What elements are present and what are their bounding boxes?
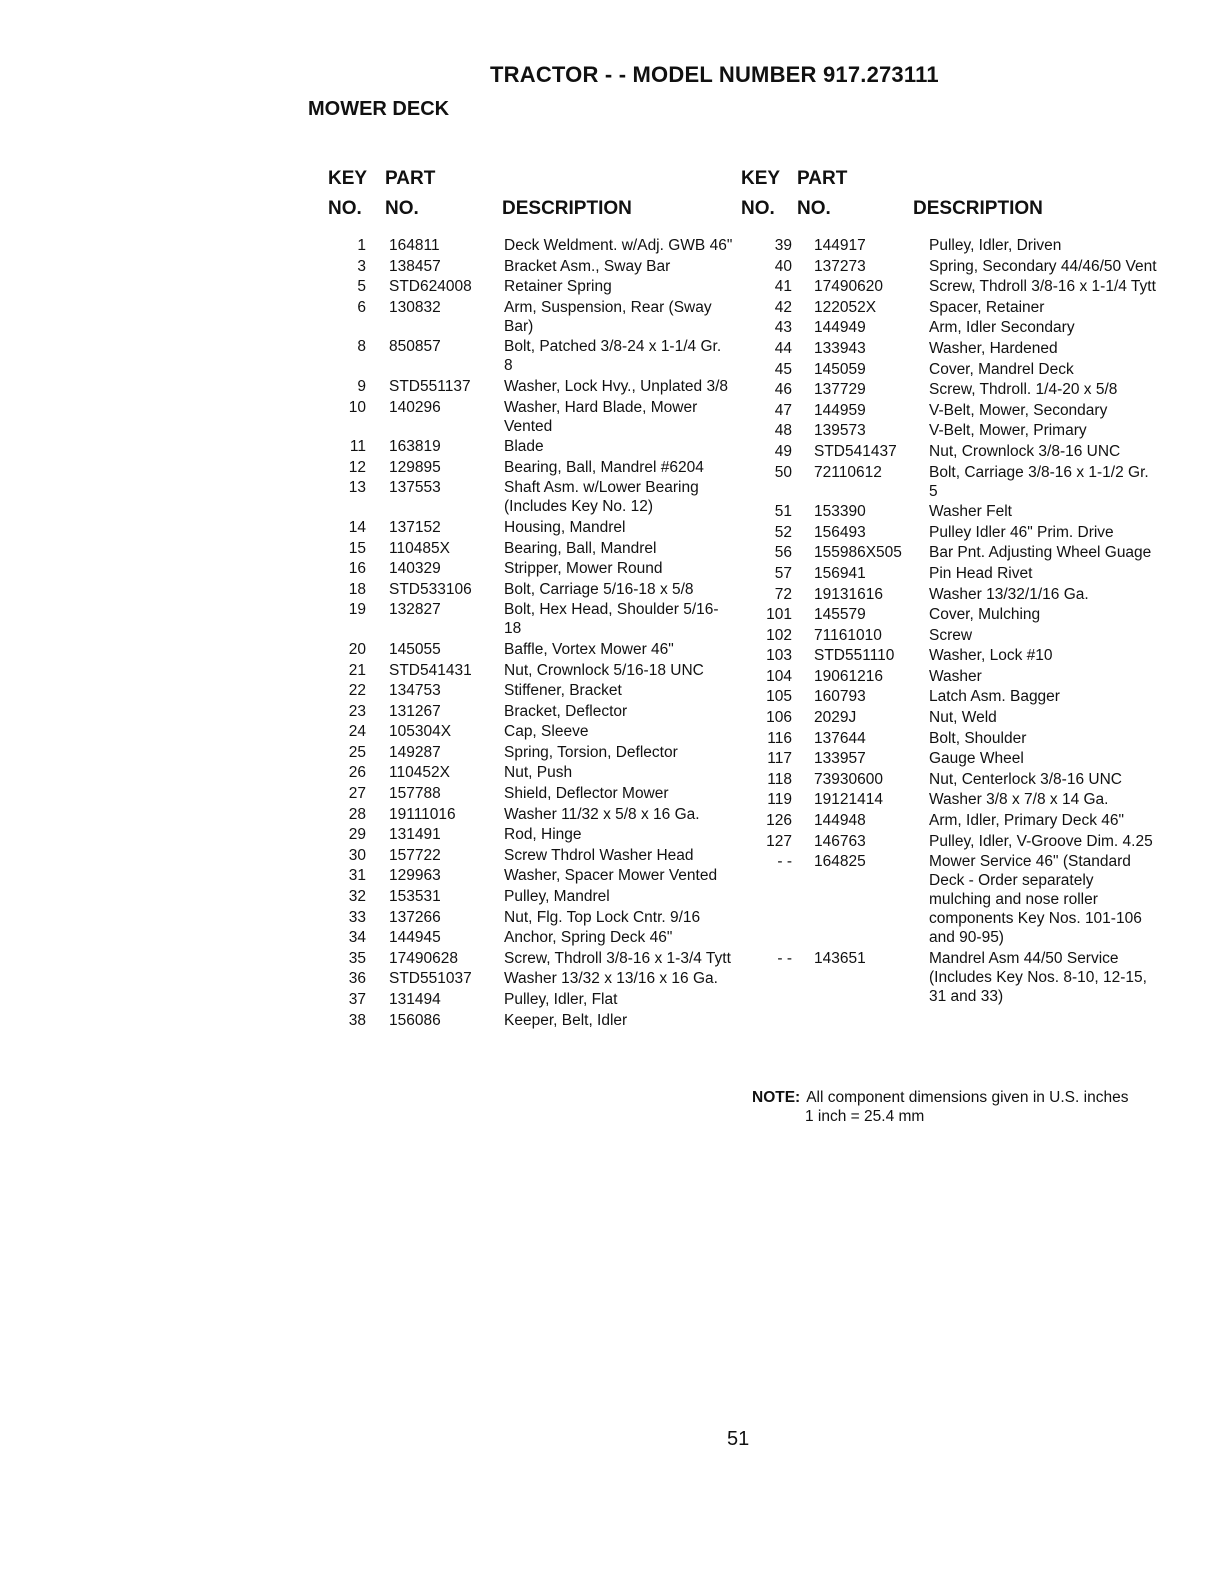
part-number: 131267 <box>389 702 441 720</box>
part-number: 19111016 <box>389 805 456 823</box>
key-number: 29 <box>348 826 366 844</box>
key-number: 50 <box>774 463 792 481</box>
description: Nut, Crownlock 3/8-16 UNC <box>929 442 1121 460</box>
table-row <box>328 949 738 968</box>
part-number: 133957 <box>814 750 866 768</box>
key-number: 19 <box>348 601 366 619</box>
table-row <box>328 277 738 296</box>
key-number: 36 <box>348 970 366 988</box>
key-number: 127 <box>766 832 792 850</box>
table-row <box>328 458 738 477</box>
part-number: 164825 <box>814 853 866 871</box>
part-number: 144948 <box>814 812 866 830</box>
part-number: 110485X <box>389 539 450 557</box>
table-row <box>328 437 738 456</box>
part-number: 149287 <box>389 743 441 761</box>
note-line1: All component dimensions given in U.S. inches <box>806 1089 1129 1106</box>
description: Bearing, Ball, Mandrel #6204 <box>504 458 704 476</box>
table-row <box>328 559 738 578</box>
description: Washer, Lock #10 <box>929 647 1053 665</box>
part-number: 137152 <box>389 518 441 536</box>
description: Bolt, Hex Head, Shoulder 5/16-18 <box>504 601 719 638</box>
key-number: 24 <box>348 723 366 741</box>
description: Stripper, Mower Round <box>504 560 663 578</box>
table-row <box>328 337 738 375</box>
description: Screw <box>929 626 973 644</box>
table-row <box>741 770 1161 789</box>
description: Arm, Idler, Primary Deck 46" <box>929 812 1124 830</box>
table-header <box>741 168 1161 236</box>
key-number: 116 <box>767 729 792 747</box>
description: Washer 11/32 x 5/8 x 16 Ga. <box>504 805 700 823</box>
section-title: MOWER DECK <box>308 98 450 120</box>
key-number: 35 <box>348 949 366 967</box>
description: Deck Weldment. w/Adj. GWB 46" <box>504 237 733 254</box>
parts-list-right <box>741 236 1161 1006</box>
key-number: 15 <box>348 539 366 557</box>
part-number: STD533106 <box>389 580 472 598</box>
description: Nut, Flg. Top Lock Cntr. 9/16 <box>504 908 701 926</box>
key-number: 39 <box>774 237 792 254</box>
part-number: 17490620 <box>814 278 883 296</box>
part-number: 145579 <box>814 606 866 624</box>
description: Screw, Thdroll 3/8-16 x 1-1/4 Tytt <box>929 278 1156 296</box>
part-number: 139573 <box>814 422 866 440</box>
key-number: 5 <box>357 278 366 296</box>
description: Pulley, Idler, Flat <box>504 991 618 1008</box>
key-number: 23 <box>348 702 366 720</box>
table-row <box>741 277 1161 296</box>
description: Bracket, Deflector <box>504 702 628 720</box>
table-row <box>741 852 1161 947</box>
part-number: 140296 <box>389 398 441 416</box>
description: Spring, Secondary 44/46/50 Vent <box>929 257 1157 275</box>
table-row <box>328 990 738 1009</box>
description: Shaft Asm. w/Lower Bearing (Includes Key No. 12) <box>504 479 699 516</box>
key-number: 34 <box>348 929 366 947</box>
table-row <box>328 398 738 436</box>
key-number: 47 <box>774 401 792 419</box>
description: Washer Felt <box>929 503 1012 521</box>
description: V-Belt, Mower, Secondary <box>929 401 1108 419</box>
part-number: 122052X <box>814 298 877 316</box>
part-number: 144945 <box>389 929 441 947</box>
table-row <box>741 585 1161 604</box>
table-header <box>328 168 738 236</box>
key-number: 21 <box>348 661 366 679</box>
part-number: 156941 <box>814 564 866 582</box>
table-row <box>328 478 738 516</box>
part-number: 137729 <box>814 381 866 399</box>
key-number: 6 <box>357 298 366 316</box>
table-row <box>328 640 738 659</box>
description: Bolt, Shoulder <box>929 729 1027 747</box>
key-number: 117 <box>767 750 792 768</box>
part-number: 72110612 <box>814 463 882 481</box>
part-number: 160793 <box>814 688 866 706</box>
parts-table-right <box>741 168 1161 1007</box>
table-row <box>328 887 738 906</box>
table-row <box>741 646 1161 665</box>
header-description: DESCRIPTION <box>502 198 632 219</box>
description: Latch Asm. Bagger <box>929 688 1060 706</box>
table-row <box>328 298 738 336</box>
table-row <box>328 846 738 865</box>
key-number: 1 <box>357 237 366 254</box>
table-row <box>328 539 738 558</box>
part-number: 153531 <box>389 888 441 906</box>
table-row <box>741 832 1161 851</box>
description: Screw Thdrol Washer Head <box>504 846 694 864</box>
part-number: 138457 <box>389 257 441 275</box>
key-number: 126 <box>766 812 792 830</box>
table-row <box>741 687 1161 706</box>
part-number: 129895 <box>389 458 441 476</box>
table-row <box>328 722 738 741</box>
part-number: 156493 <box>814 523 866 541</box>
table-row <box>741 360 1161 379</box>
description: Baffle, Vortex Mower 46" <box>504 640 674 658</box>
part-number: 145055 <box>389 640 441 658</box>
table-row <box>328 257 738 276</box>
part-number: 131491 <box>389 826 441 844</box>
key-number: 38 <box>348 1011 366 1029</box>
table-row <box>741 380 1161 399</box>
key-number: 44 <box>774 339 792 357</box>
header-part-line1: PART <box>385 168 436 189</box>
description: Pin Head Rivet <box>929 564 1033 582</box>
description: Washer 13/32 x 13/16 x 16 Ga. <box>504 970 718 988</box>
key-number: 119 <box>767 791 792 809</box>
part-number: STD624008 <box>389 278 472 296</box>
part-number: STD541437 <box>814 442 897 460</box>
key-number: 26 <box>348 764 366 782</box>
part-number: 17490628 <box>389 949 458 967</box>
table-row <box>741 605 1161 624</box>
description: Keeper, Belt, Idler <box>504 1011 628 1029</box>
key-number: 3 <box>357 257 366 275</box>
part-number: 130832 <box>389 298 441 316</box>
key-number: 49 <box>774 442 792 460</box>
table-row <box>328 969 738 988</box>
table-row <box>328 805 738 824</box>
description: Bolt, Patched 3/8-24 x 1-1/4 Gr. 8 <box>504 338 722 375</box>
description: Washer, Hard Blade, Mower Vented <box>504 398 698 435</box>
key-number: 32 <box>348 888 366 906</box>
description: Arm, Idler Secondary <box>929 319 1075 337</box>
table-row <box>741 421 1161 440</box>
table-row <box>328 600 738 638</box>
part-number: 134753 <box>389 682 441 700</box>
key-number: 16 <box>348 560 366 578</box>
part-number: 105304X <box>389 723 452 741</box>
description: Nut, Crownlock 5/16-18 UNC <box>504 661 704 679</box>
description: Anchor, Spring Deck 46" <box>504 929 673 947</box>
part-number: 137273 <box>814 257 866 275</box>
table-row <box>328 743 738 762</box>
table-row <box>328 681 738 700</box>
table-row <box>328 908 738 927</box>
table-row <box>741 318 1161 337</box>
page-number: 51 <box>727 1428 750 1450</box>
part-number: 137553 <box>389 479 441 497</box>
table-row <box>741 298 1161 317</box>
part-number: 164811 <box>389 237 440 254</box>
table-row <box>741 811 1161 830</box>
table-row <box>741 949 1161 1006</box>
table-row <box>741 708 1161 727</box>
table-row <box>741 564 1161 583</box>
header-description: DESCRIPTION <box>913 198 1043 219</box>
key-number: 20 <box>348 640 366 658</box>
key-number: 56 <box>774 544 792 562</box>
key-number: 10 <box>348 398 366 416</box>
table-row <box>741 502 1161 521</box>
part-number: 146763 <box>814 832 866 850</box>
header-part-line2: NO. <box>385 198 419 219</box>
description: Washer, Hardened <box>929 339 1058 357</box>
description: Spacer, Retainer <box>929 298 1045 316</box>
table-row <box>741 401 1161 420</box>
description: Retainer Spring <box>504 278 612 296</box>
table-row <box>741 523 1161 542</box>
part-number: 137266 <box>389 908 441 926</box>
key-number: 106 <box>766 709 792 727</box>
description: Nut, Weld <box>929 709 997 727</box>
table-row <box>328 1011 738 1030</box>
key-number: 104 <box>766 667 792 685</box>
part-number: 137644 <box>814 729 866 747</box>
table-row <box>328 580 738 599</box>
key-number: 57 <box>774 564 792 582</box>
key-number: 72 <box>774 585 792 603</box>
header-part-line2: NO. <box>797 198 831 219</box>
table-row <box>328 377 738 396</box>
part-number: 155986X505 <box>814 544 902 562</box>
description: Pulley, Idler, Driven <box>929 237 1062 254</box>
description: Shield, Deflector Mower <box>504 785 669 803</box>
key-number: 11 <box>349 438 366 456</box>
description: Cover, Mandrel Deck <box>929 360 1074 378</box>
key-number: 43 <box>774 319 792 337</box>
key-number: - - <box>777 853 792 871</box>
part-number: STD551137 <box>389 377 471 395</box>
part-number: 132827 <box>389 601 441 619</box>
description: Mandrel Asm 44/50 Service (Includes Key Nos. 8-10, 12-15, 31 and 33) <box>929 949 1147 1005</box>
part-number: 163819 <box>389 438 441 456</box>
description: Washer, Spacer Mower Vented <box>504 867 718 885</box>
key-number: 27 <box>348 785 366 803</box>
table-row <box>741 442 1161 461</box>
table-row <box>741 667 1161 686</box>
part-number: 19131616 <box>814 585 883 603</box>
part-number: STD541431 <box>389 661 472 679</box>
table-row <box>741 729 1161 748</box>
table-row <box>741 339 1161 358</box>
description: Blade <box>504 438 544 456</box>
table-row <box>741 543 1161 562</box>
table-row <box>328 928 738 947</box>
part-number: 156086 <box>389 1011 441 1029</box>
part-number: 144949 <box>814 319 866 337</box>
description: Nut, Centerlock 3/8-16 UNC <box>929 770 1122 788</box>
description: Bracket Asm., Sway Bar <box>504 257 671 275</box>
description: Mower Service 46" (Standard Deck - Order separately mulching and nose roller components Key Nos. 101-106 and 90-95) <box>929 853 1142 947</box>
part-number: STD551037 <box>389 970 472 988</box>
header-key-line2: NO. <box>741 198 775 219</box>
key-number: 30 <box>348 846 366 864</box>
key-number: 31 <box>348 867 366 885</box>
key-number: 12 <box>348 458 366 476</box>
part-number: 71161010 <box>814 626 882 644</box>
note <box>752 1088 1172 1126</box>
key-number: 52 <box>774 523 792 541</box>
key-number: 13 <box>348 479 366 497</box>
part-number: STD551110 <box>814 647 895 665</box>
part-number: 2029J <box>814 709 857 727</box>
part-number: 73930600 <box>814 770 883 788</box>
description: Cover, Mulching <box>929 606 1041 624</box>
key-number: 118 <box>767 770 792 788</box>
part-number: 140329 <box>389 560 441 578</box>
description: Washer 3/8 x 7/8 x 14 Ga. <box>929 791 1109 809</box>
parts-list-left <box>328 236 738 1030</box>
description: Stiffener, Bracket <box>504 682 622 700</box>
key-number: 37 <box>348 991 366 1008</box>
key-number: 51 <box>774 503 792 521</box>
key-number: 46 <box>774 381 792 399</box>
description: Washer, Lock Hvy., Unplated 3/8 <box>504 377 728 395</box>
part-number: 133943 <box>814 339 866 357</box>
key-number: 14 <box>348 518 366 536</box>
description: Washer 13/32/1/16 Ga. <box>929 585 1089 603</box>
part-number: 110452X <box>389 764 450 782</box>
part-number: 143651 <box>814 949 866 967</box>
header-key-line1: KEY <box>328 168 368 189</box>
table-row <box>741 236 1161 255</box>
table-row <box>328 784 738 803</box>
header-key-line2: NO. <box>328 198 362 219</box>
key-number: 48 <box>774 422 792 440</box>
key-number: 41 <box>774 278 792 296</box>
key-number: 105 <box>766 688 792 706</box>
description: Washer <box>929 667 982 685</box>
table-row <box>741 790 1161 809</box>
table-row <box>741 626 1161 645</box>
table-row <box>328 518 738 537</box>
table-row <box>328 866 738 885</box>
description: Housing, Mandrel <box>504 518 626 536</box>
part-number: 145059 <box>814 360 866 378</box>
description: Gauge Wheel <box>929 750 1024 768</box>
description: Nut, Push <box>504 764 573 782</box>
key-number: 28 <box>348 805 366 823</box>
part-number: 144959 <box>814 401 866 419</box>
part-number: 157788 <box>389 785 441 803</box>
note-line2: 1 inch = 25.4 mm <box>805 1108 925 1125</box>
key-number: 101 <box>766 606 792 624</box>
description: Bolt, Carriage 3/8-16 x 1-1/2 Gr. 5 <box>929 463 1149 500</box>
part-number: 129963 <box>389 867 441 885</box>
table-row <box>328 661 738 680</box>
description: Bolt, Carriage 5/16-18 x 5/8 <box>504 580 694 598</box>
parts-table-left <box>328 168 738 1031</box>
description: Bearing, Ball, Mandrel <box>504 539 657 557</box>
description: Screw, Thdroll 3/8-16 x 1-3/4 Tytt <box>504 949 731 967</box>
description: V-Belt, Mower, Primary <box>929 422 1087 440</box>
description: Pulley, Idler, V-Groove Dim. 4.25 <box>929 832 1153 850</box>
note-label: NOTE: <box>752 1089 801 1106</box>
page-title: TRACTOR - - MODEL NUMBER 917.273111 <box>490 62 939 87</box>
description: Cap, Sleeve <box>504 723 589 741</box>
part-number: 131494 <box>389 991 441 1008</box>
part-number: 19121414 <box>814 791 883 809</box>
part-number: 144917 <box>814 237 866 254</box>
table-row <box>741 257 1161 276</box>
key-number: 25 <box>348 743 366 761</box>
key-number: 40 <box>774 257 792 275</box>
table-row <box>741 463 1161 501</box>
key-number: 9 <box>357 377 366 395</box>
key-number: 42 <box>774 298 792 316</box>
key-number: 33 <box>348 908 366 926</box>
key-number: 18 <box>348 580 366 598</box>
part-number: 850857 <box>389 338 441 356</box>
key-number: 102 <box>766 626 792 644</box>
description: Pulley, Mandrel <box>504 888 610 906</box>
description: Screw, Thdroll. 1/4-20 x 5/8 <box>929 381 1118 399</box>
key-number: 45 <box>774 360 792 378</box>
description: Bar Pnt. Adjusting Wheel Guage <box>929 544 1152 562</box>
table-row <box>328 825 738 844</box>
description: Pulley Idler 46" Prim. Drive <box>929 523 1114 541</box>
description: Rod, Hinge <box>504 826 582 844</box>
description: Spring, Torsion, Deflector <box>504 743 678 761</box>
key-number: - - <box>777 949 792 967</box>
table-row <box>328 236 738 255</box>
key-number: 8 <box>357 338 366 356</box>
table-row <box>741 749 1161 768</box>
part-number: 153390 <box>814 503 866 521</box>
header-part-line1: PART <box>797 168 848 189</box>
header-key-line1: KEY <box>741 168 781 189</box>
table-row <box>328 763 738 782</box>
key-number: 22 <box>348 682 366 700</box>
table-row <box>328 702 738 721</box>
description: Arm, Suspension, Rear (Sway Bar) <box>504 298 712 335</box>
part-number: 19061216 <box>814 667 883 685</box>
key-number: 103 <box>766 647 792 665</box>
part-number: 157722 <box>389 846 441 864</box>
